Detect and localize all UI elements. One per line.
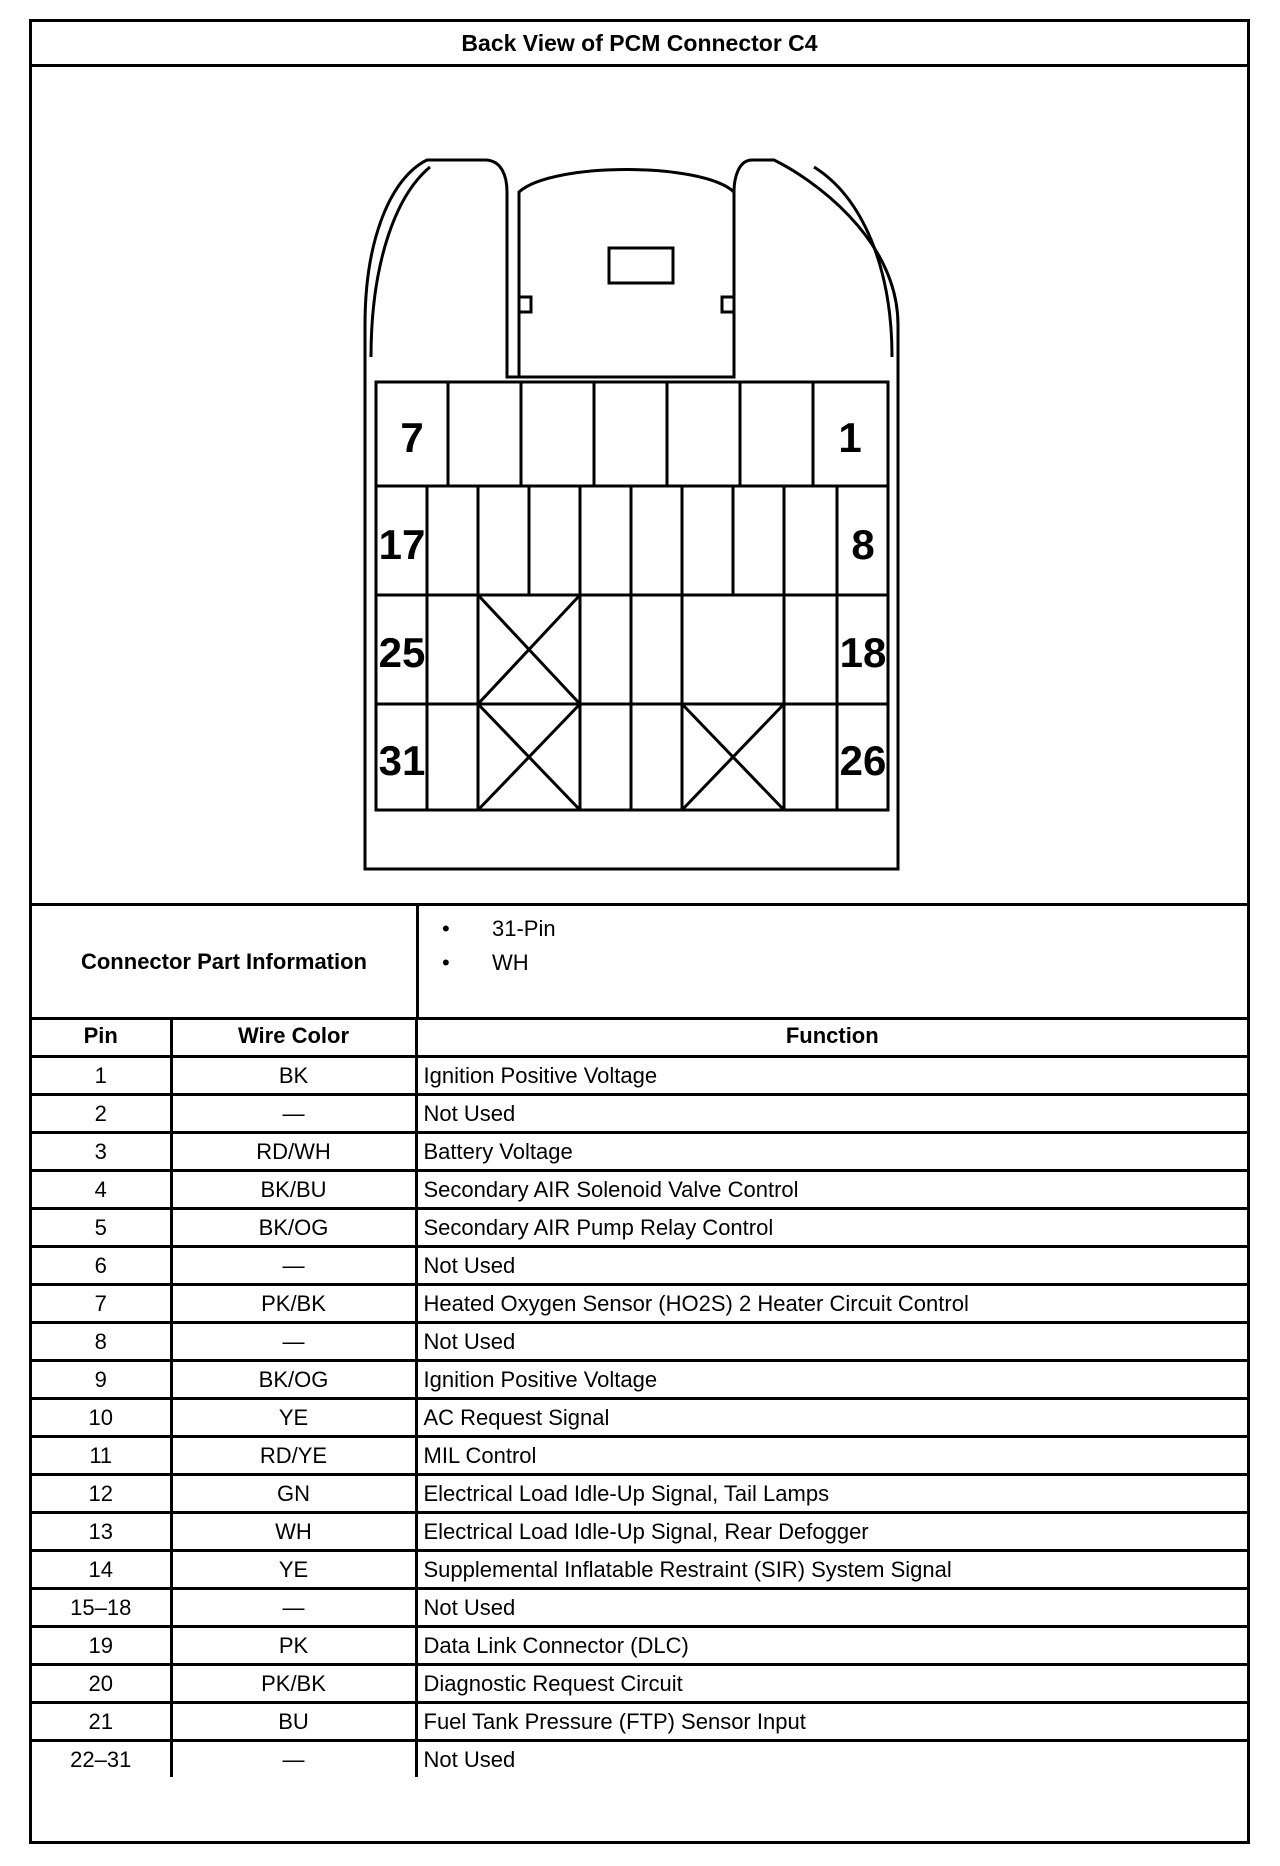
part-info-item: • 31-Pin [442,912,556,946]
pin-label-25: 25 [378,629,426,676]
table-row: 11 RD/YE MIL Control [32,1437,1247,1475]
pin-label-17: 17 [378,521,426,568]
table-row: 19 PK Data Link Connector (DLC) [32,1627,1247,1665]
pin-header: Pin [32,1017,171,1057]
connector-diagram [32,67,1247,903]
pin-label-7: 7 [400,414,424,461]
function-header: Function [416,1017,1247,1057]
table-header-row [32,1017,1247,1057]
center-latch-left [519,297,531,312]
table-row: 14 YE Supplemental Inflatable Restraint (SIR) System Signal [32,1551,1247,1589]
table-row: 3 RD/WH Battery Voltage [32,1133,1247,1171]
table-row: 15–18 — Not Used [32,1589,1247,1627]
page-title: Back View of PCM Connector C4 [32,22,1247,67]
pin-label-26: 26 [839,737,887,784]
table-row: 9 BK/OG Ignition Positive Voltage [32,1361,1247,1399]
pin-label-18: 18 [839,629,887,676]
bullet-icon: • [442,950,450,975]
bullet-icon: • [442,916,450,941]
connector-sheet [29,19,1250,1844]
table-row: 7 PK/BK Heated Oxygen Sensor (HO2S) 2 Heater Circuit Control [32,1285,1247,1323]
connector-drawing [32,67,1253,903]
part-info-item: • WH [442,946,556,980]
info-divider [416,906,419,1017]
table-row: 4 BK/BU Secondary AIR Solenoid Valve Control [32,1171,1247,1209]
table-row: 10 YE AC Request Signal [32,1399,1247,1437]
center-latch [519,170,734,378]
table-row: 5 BK/OG Secondary AIR Pump Relay Control [32,1209,1247,1247]
pin-label-1: 1 [838,414,862,461]
table-row: 8 — Not Used [32,1323,1247,1361]
part-info-list [442,912,556,980]
table-row: 1 BK Ignition Positive Voltage [32,1057,1247,1095]
table-row: 21 BU Fuel Tank Pressure (FTP) Sensor Input [32,1703,1247,1741]
table-row: 6 — Not Used [32,1247,1247,1285]
left-ear-inner [371,167,430,357]
pin-label-8: 8 [851,521,875,568]
wire-color-header: Wire Color [171,1017,416,1057]
latch-slot [609,248,673,283]
pin-label-31: 31 [378,737,426,784]
table-row: 13 WH Electrical Load Idle-Up Signal, Rear Defogger [32,1513,1247,1551]
table-row: 20 PK/BK Diagnostic Request Circuit [32,1665,1247,1703]
table-row: 2 — Not Used [32,1095,1247,1133]
part-info-label: Connector Part Information [80,948,367,974]
pin-table [32,1017,1247,1777]
table-row: 12 GN Electrical Load Idle-Up Signal, Tail Lamps [32,1475,1247,1513]
table-row: 22–31 — Not Used [32,1741,1247,1778]
connector-part-info [32,903,1247,1020]
